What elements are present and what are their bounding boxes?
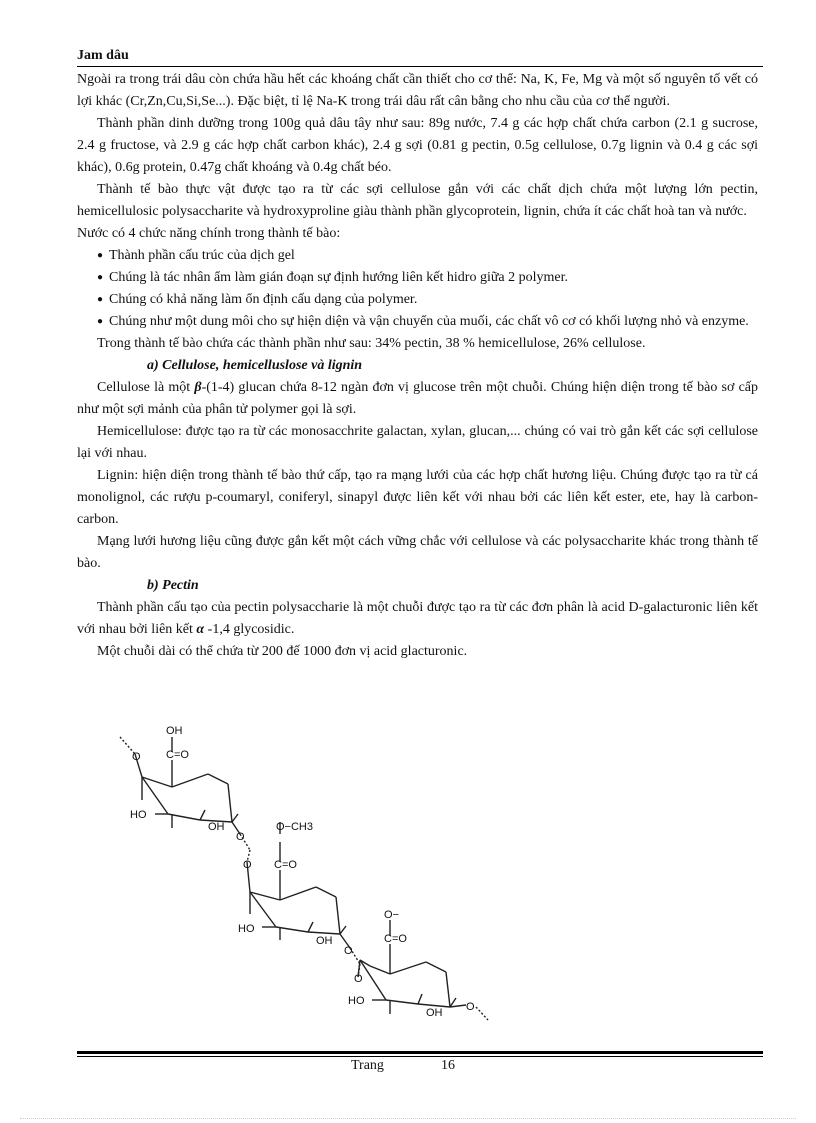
- glycosidic-oxygen: O: [243, 859, 252, 871]
- list-item: ● Chúng như một dung môi cho sự hiện diện và vận chuyển của muối, các chất vô cơ có khối lượng nhỏ và enzyme.: [97, 311, 758, 333]
- paragraph: Lignin: hiện diện trong thành tế bào thứ cấp, tạo ra mạng lưới của các hợp chất hương liệu. Chúng được tạo ra từ cá monolignol, các rượu p-coumaryl, coniferyl, sinapyl được liên kết với nhau bởi các liên kết ester, ete, hay là carbon-carbon.: [77, 468, 758, 527]
- hydroxyl-label: OH: [426, 1007, 443, 1019]
- glycosidic-oxygen: O: [354, 973, 363, 985]
- paragraph: [77, 377, 758, 421]
- ring-oxygen: O: [344, 945, 353, 957]
- list-item: ● Chúng có khả năng làm ổn định cấu dạng của polymer.: [97, 289, 758, 311]
- hydroxyl-label: HO: [130, 809, 147, 821]
- glycosidic-oxygen: O: [132, 751, 141, 763]
- methoxy-label: O−CH3: [276, 821, 313, 833]
- text-run: -(1-4) glucan chứa 8-12 ngàn đơn vị glucose trên một chuỗi. Chúng hiện diện trong tế bào sơ cấp như một sợi mảnh của phân tử polymer gọi là sợi.: [77, 380, 759, 417]
- list-item: ● Chúng là tác nhân ẩm làm gián đoạn sự định hướng liên kết hidro giữa 2 polymer.: [97, 267, 758, 289]
- paragraph: Nước có 4 chức năng chính trong thành tế bào:: [77, 226, 341, 241]
- page-label: Trang: [351, 1058, 384, 1073]
- footer-rule: [77, 1051, 763, 1054]
- carboxyl-oh-label: OH: [166, 725, 183, 737]
- water-functions-list: [77, 245, 758, 333]
- carbonyl-label: C=O: [166, 749, 189, 761]
- paragraph: Thành phần dinh dưỡng trong 100g quả dâu tây như sau: 89g nước, 7.4 g các hợp chất chứa carbon (2.1 g sucrose, 2.4 g fructose, và 2.9 g các hợp chất carbon khác), 2.4 g sợi (0.81 g pectin, 0.5g cellulose, 0.7g lignin và 0.4 g các sợi khác), 0.6g protein, 0.47g chất khoáng và 0.4g chất béo.: [77, 116, 758, 175]
- ring-oxygen: O: [236, 831, 245, 843]
- section-heading-b: b) Pectin: [147, 578, 199, 593]
- text-run: Cellulose là một: [97, 380, 195, 395]
- alpha-symbol: α: [196, 622, 205, 637]
- section-heading-a: a) Cellulose, hemicelluslose và lignin: [147, 358, 363, 373]
- paragraph: Thành tế bào thực vật được tạo ra từ các sợi cellulose gắn với các chất dịch chứa một lượng lớn pectin, hemicellulosic polysaccharite và hydroxyproline giàu thành phần glycoprotein, lignin, chứa ít các chất hoà tan và nước.: [77, 182, 758, 219]
- header-rule: [77, 66, 763, 67]
- pectin-structure-diagram: [110, 722, 530, 1022]
- page-body: [77, 69, 758, 663]
- hydroxyl-label: HO: [348, 995, 365, 1007]
- paragraph: Mạng lưới hương liệu cũng được gắn kết một cách vững chắc với cellulose và các polysaccharite khác trong thành tế bào.: [77, 534, 758, 571]
- carboxylate-label: O−: [384, 909, 399, 921]
- hydroxyl-label: OH: [208, 821, 225, 833]
- paragraph: [77, 597, 758, 641]
- beta-symbol: β: [194, 380, 202, 395]
- carbonyl-label: C=O: [384, 933, 407, 945]
- list-item: ● Thành phần cấu trúc của dịch gel: [97, 245, 758, 267]
- page-number: 16: [441, 1058, 455, 1073]
- hydroxyl-label: HO: [238, 923, 255, 935]
- footer-rule: [77, 1056, 763, 1057]
- carbonyl-label: C=O: [274, 859, 297, 871]
- paragraph: Ngoài ra trong trái dâu còn chứa hầu hết các khoáng chất cần thiết cho cơ thể: Na, K, Fe, Mg và một số nguyên tố vết có lợi khác (Cr,Zn,Cu,Si,Se...). Đặc biệt, tỉ lệ Na-K trong trái dâu rất cân bằng cho nhu cầu của cơ thể người.: [77, 72, 758, 109]
- paragraph: Hemicellulose: được tạo ra từ các monosacchrite galactan, xylan, glucan,... chúng có vai trò gắn kết các sợi cellulose lại với nhau.: [77, 424, 758, 461]
- text-run: Thành phần cấu tạo của pectin polysaccharie là một chuỗi được tạo ra từ các đơn phân là acid D-galacturonic liên kết với nhau bởi liên kết: [77, 600, 758, 637]
- paragraph: Một chuỗi dài có thể chứa từ 200 đế 1000 đơn vị acid glacturonic.: [97, 644, 468, 659]
- hydroxyl-label: OH: [316, 935, 333, 947]
- page-edge-divider: [20, 1118, 796, 1119]
- document-header: Jam dâu: [77, 48, 129, 63]
- paragraph: Trong thành tế bào chứa các thành phần như sau: 34% pectin, 38 % hemicellulose, 26% cellulose.: [97, 336, 646, 351]
- text-run: -1,4 glycosidic.: [204, 622, 295, 637]
- ring-oxygen: O: [466, 1001, 475, 1013]
